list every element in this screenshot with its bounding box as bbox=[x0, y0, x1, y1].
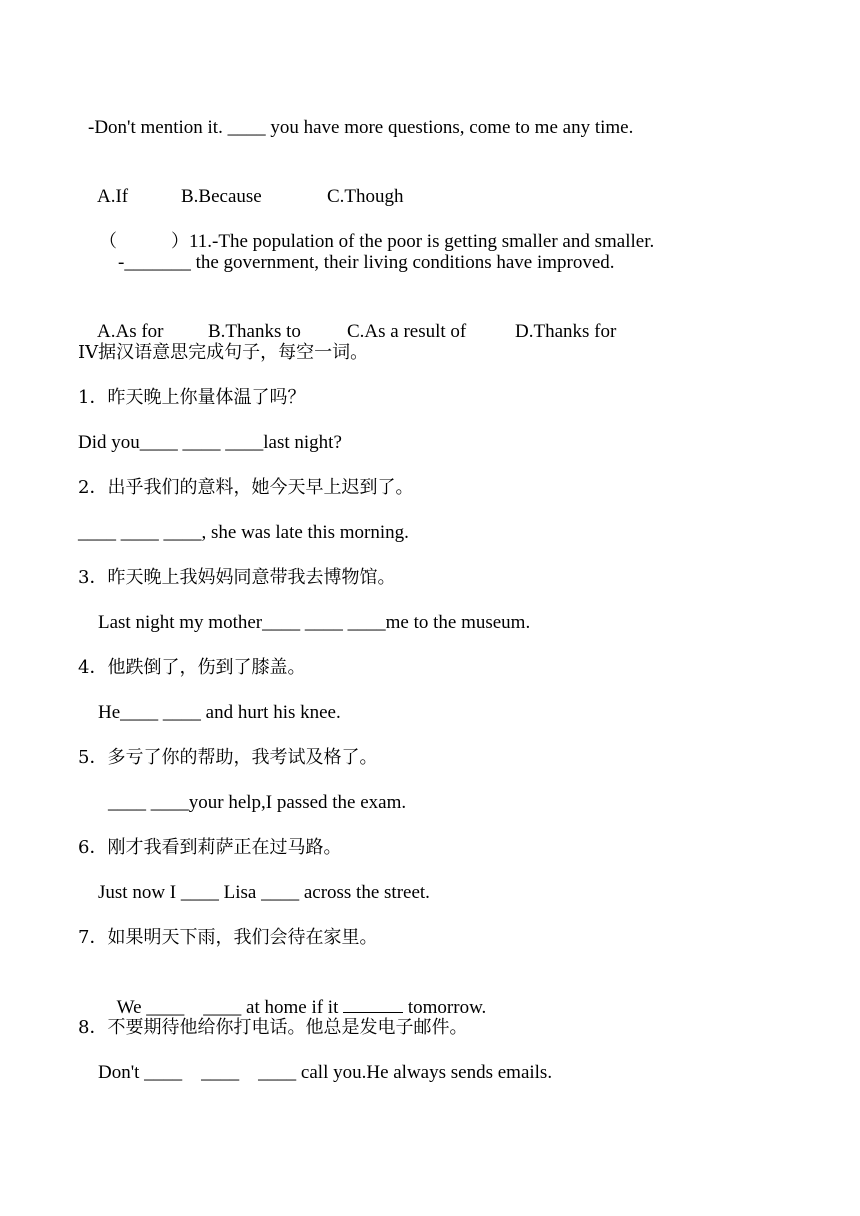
sentence-3-english: Last night my mother____ ____ ____me to the museum. bbox=[98, 612, 531, 633]
sentence-2-english: ____ ____ ____, she was late this morning. bbox=[78, 522, 409, 543]
sentence-8-english: Don't ____ ____ ____ call you.He always sends emails. bbox=[98, 1062, 553, 1083]
sentence-6-english: Just now I ____ Lisa ____ across the street. bbox=[98, 882, 430, 903]
q10-option-a: A.If bbox=[97, 186, 129, 207]
q11-text: 11.-The population of the poor is getting smaller and smaller. bbox=[189, 231, 655, 252]
q11-reply-line: -_______ the government, their living conditions have improved. bbox=[118, 252, 615, 273]
sentence-8-chinese: 8．不要期待他给你打电话。他总是发电子邮件。 bbox=[78, 1017, 468, 1038]
q10-option-c: C.Though bbox=[327, 186, 404, 207]
sentence-5-english: ____ ____your help,I passed the exam. bbox=[108, 792, 407, 813]
sentence-7-chinese: 7．如果明天下雨，我们会待在家里。 bbox=[78, 927, 378, 948]
q11-option-d: D.Thanks for bbox=[515, 321, 617, 342]
answer-paren: （ ） bbox=[99, 231, 189, 252]
q11-option-c: C.As a result of bbox=[347, 321, 467, 342]
sentence-7-part-a: We ____ ____ at home if it bbox=[116, 997, 344, 1018]
sentence-3-chinese: 3．昨天晚上我妈妈同意带我去博物馆。 bbox=[78, 567, 396, 588]
sentence-7-part-b: tomorrow. bbox=[403, 997, 487, 1018]
sentence-5-chinese: 5．多亏了你的帮助，我考试及格了。 bbox=[78, 747, 378, 768]
q10-option-b: B.Because bbox=[181, 186, 262, 207]
section-iv-heading: IV据汉语意思完成句子，每空一词。 bbox=[78, 342, 369, 363]
sentence-1-chinese: 1．昨天晚上你量体温了吗？ bbox=[78, 387, 306, 408]
sentence-1-english: Did you____ ____ ____last night? bbox=[78, 432, 342, 453]
sentence-4-english: He____ ____ and hurt his knee. bbox=[98, 702, 341, 723]
sentence-4-chinese: 4．他跌倒了，伤到了膝盖。 bbox=[78, 657, 306, 678]
sentence-2-chinese: 2．出乎我们的意料，她今天早上迟到了。 bbox=[78, 477, 414, 498]
q10-reply-line: -Don't mention it. ____ you have more questions, come to me any time. bbox=[88, 117, 634, 138]
q11-option-b: B.Thanks to bbox=[208, 321, 301, 342]
q11-option-a: A.As for bbox=[97, 321, 164, 342]
answer-blank bbox=[343, 995, 403, 1013]
sentence-6-chinese: 6．刚才我看到莉萨正在过马路。 bbox=[78, 837, 342, 858]
